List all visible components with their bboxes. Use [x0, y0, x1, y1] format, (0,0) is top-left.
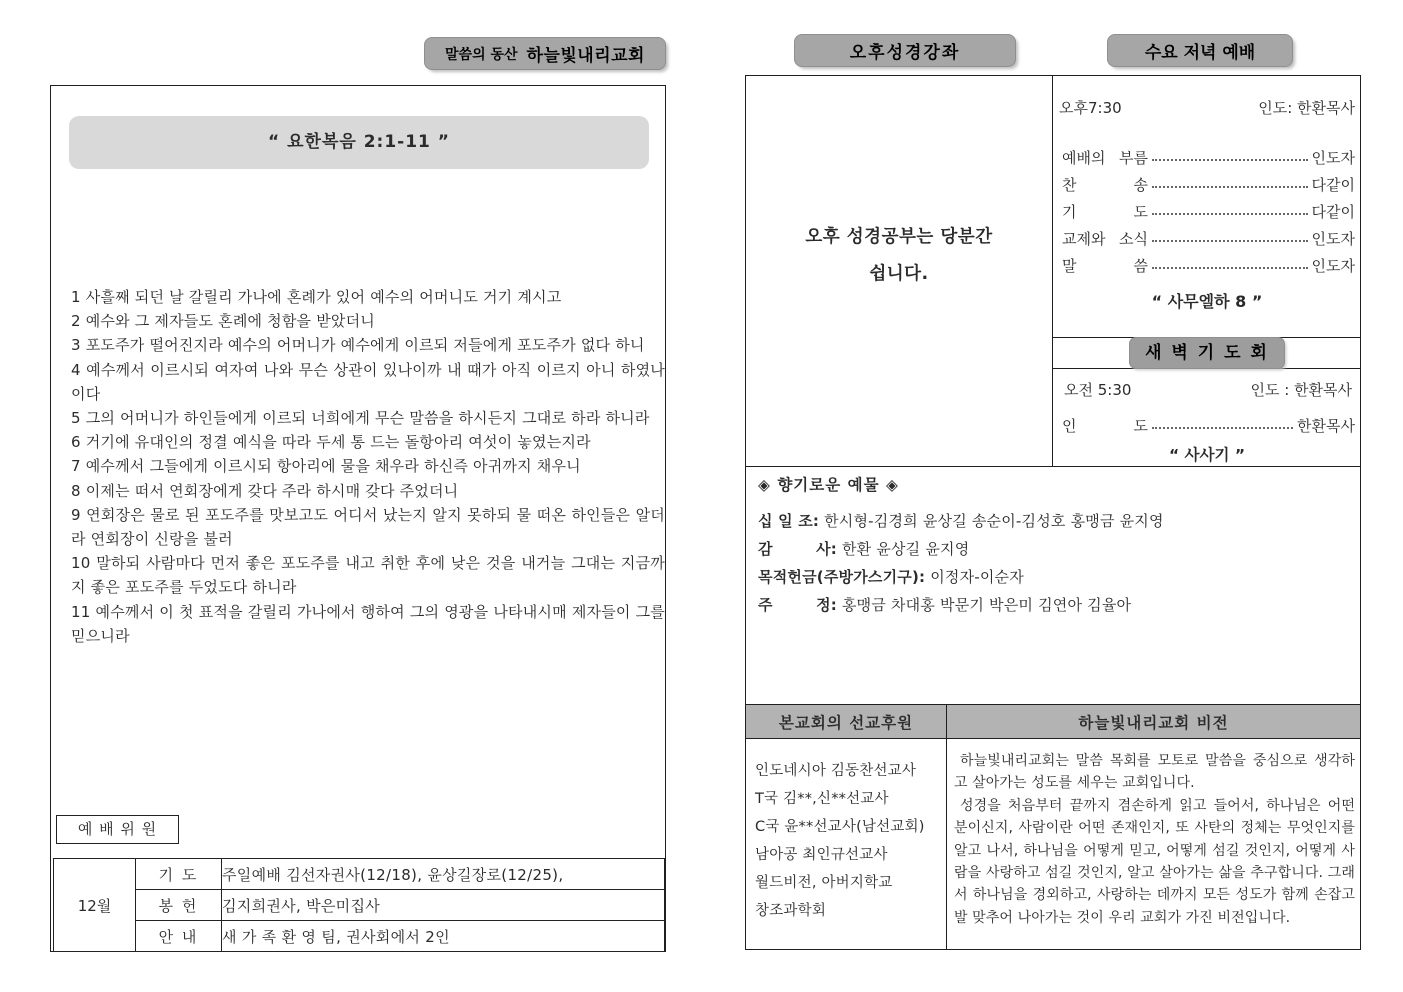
- list-item: 남아공 최인규선교사: [755, 847, 888, 863]
- dawn-scripture: “ 사사기 ”: [1168, 446, 1246, 464]
- offering-list: [758, 511, 1350, 623]
- afternoon-lecture-badge: [795, 35, 1015, 66]
- dotted-leader: [1152, 427, 1293, 429]
- section-divider: [746, 466, 1360, 467]
- vision-paragraph: 하늘빛내리교회는 말씀 목회를 모토로 말씀을 중심으로 생각하고 살아가는 성도를 세우는 교회입니다.: [954, 753, 1355, 792]
- verse-line: 8 이제는 떠서 연회장에게 갖다 주라 하시매 갖다 주었더니: [71, 481, 459, 500]
- offering-row: [758, 595, 1350, 615]
- order-item: [1062, 256, 1355, 275]
- order-item-by: 인도자: [1311, 230, 1355, 248]
- offering-row-value: 한시형-김경희 윤상길 송순이-김성호 홍맹금 윤지영: [824, 512, 1164, 530]
- dawn-order-list: [1062, 416, 1355, 443]
- verse-line: 10 말하되 사람마다 먼저 좋은 포도주를 내고 취한 후에 낮은 것을 내거늘 그대는 지금까지 좋은 포도주를 두었도다 하니라: [71, 554, 665, 597]
- offering-row-value: 한환 윤상길 윤지영: [841, 540, 970, 558]
- scripture-title-box: [69, 116, 649, 169]
- list-item: 창조과학회: [755, 903, 827, 919]
- list-item: C국 윤**선교사(남선교회): [755, 819, 925, 835]
- wednesday-order-list: [1062, 148, 1355, 283]
- offering-row-label: 십 일 조:: [758, 512, 820, 530]
- offering-row: [758, 511, 1350, 531]
- order-item-by: 다같이: [1311, 176, 1355, 194]
- verse-line: 6 거기에 유대인의 정결 예식을 따라 두세 통 드는 돌항아리 여섯이 놓였는지라: [71, 433, 591, 452]
- offering-row-value: 홍맹금 차대홍 박문기 박은미 김연아 김율아: [841, 596, 1132, 614]
- offering-row: [758, 567, 1350, 587]
- church-vision-text: [954, 750, 1355, 929]
- wednesday-time: 오후7:30: [1059, 99, 1122, 117]
- offering-row-value: 이정자-이순자: [930, 568, 1024, 586]
- committee-row-value: 새 가 족 환 영 팀, 권사회에서 2인: [222, 921, 665, 952]
- cell-divider: [1052, 76, 1053, 466]
- vision-paragraph: 성경을 처음부터 끝까지 겸손하게 읽고 들어서, 하나님은 어떤 분이신지, 사람이란 어떤 존재인지, 또 사탄의 정체는 무엇인지를 알고 나서, 하나님을 어떻게 믿고, 어떻게 섬길 것인지, 어떻게 사람을 사랑하고 섬길 것인지, 알고 살아가는 삶을 추구합니다. 그래서 하나님을 경외하고, 사랑하는 데까지 모든 성도가 함께 손잡고 발 맞추어 나아가는 것이 우리 교회가 가진 비전입니다.: [954, 797, 1355, 926]
- dotted-leader: [1152, 213, 1308, 215]
- table-row: [54, 890, 665, 921]
- order-item: [1062, 202, 1355, 221]
- dawn-time: 오전 5:30: [1064, 381, 1132, 399]
- verse-line: 7 예수께서 그들에게 이르시되 항아리에 물을 채우라 하신즉 아귀까지 채우니: [71, 457, 581, 476]
- verse-line: 11 예수께서 이 첫 표적을 갈릴리 가나에서 행하여 그의 영광을 나타내시매 제자들이 그를 믿으니라: [71, 602, 665, 645]
- order-item-by: 다같이: [1311, 203, 1355, 221]
- offering-row: [758, 539, 1350, 559]
- scripture-verses: [71, 285, 665, 648]
- committee-row-label: 봉 헌: [136, 890, 222, 921]
- dawn-prayer-badge: 새 벽 기 도 회: [1130, 338, 1284, 368]
- committee-row-value: 김지희권사, 박은미집사: [222, 890, 665, 921]
- afternoon-study-note-line2: 쉽니다.: [869, 264, 929, 284]
- dotted-leader: [1152, 240, 1308, 242]
- church-name-badge: [425, 38, 665, 69]
- wednesday-leader: 인도: 한환목사: [1258, 99, 1355, 117]
- order-item-label: 교제와 소식: [1062, 230, 1148, 248]
- section-divider: [1052, 368, 1361, 369]
- mission-support-header: [746, 705, 946, 738]
- order-item-by: 한환목사: [1297, 417, 1355, 435]
- worship-committee-table: [53, 858, 665, 952]
- offering-row-label: 목적헌금(주방가스기구):: [758, 568, 926, 586]
- order-item-label: 기 도: [1062, 203, 1148, 221]
- verse-line: 4 예수께서 이르시되 여자여 나와 무슨 상관이 있나이까 내 때가 아직 이르지 아니 하였나이다: [71, 360, 665, 403]
- order-item: [1062, 148, 1355, 167]
- order-item-label: 예배의 부름: [1062, 149, 1148, 167]
- wednesday-worship-badge-label: 수요 저녁 예배: [1144, 43, 1256, 63]
- offering-row-label: 주 정:: [758, 596, 837, 614]
- list-item: 인도네시아 김동찬선교사: [755, 763, 917, 779]
- afternoon-lecture-badge-label: 오후성경강좌: [849, 43, 961, 63]
- worship-committee-label-box: [56, 815, 179, 844]
- verse-line: 2 예수와 그 제자들도 혼례에 청함을 받았더니: [71, 312, 375, 331]
- church-vision-header-label: 하늘빛내리교회 비전: [1078, 713, 1229, 732]
- left-page: [50, 85, 666, 952]
- table-row: [54, 921, 665, 952]
- wednesday-time-row: [1059, 97, 1355, 118]
- verse-line: 9 연회장은 물로 된 포도주를 맛보고도 어디서 났는지 알지 못하되 물 떠온 하인들은 알더라 연회장이 신랑을 불러: [71, 505, 665, 549]
- order-item: [1062, 416, 1355, 435]
- right-page: [745, 75, 1361, 950]
- afternoon-study-note-line1: 오후 성경공부는 당분간: [805, 227, 993, 247]
- offering-section-title: ◈ 향기로운 예물 ◈: [758, 476, 899, 494]
- afternoon-study-note: [746, 219, 1052, 293]
- order-item: [1062, 229, 1355, 248]
- mission-support-header-label: 본교회의 선교후원: [778, 713, 914, 732]
- verse-line: 5 그의 어머니가 하인들에게 이르되 너희에게 무슨 말씀을 하시든지 그대로 하라 하니라: [71, 409, 650, 428]
- church-vision-header: [947, 705, 1360, 738]
- table-row: [54, 859, 665, 890]
- dotted-leader: [1152, 186, 1308, 188]
- order-item-label: 찬 송: [1062, 176, 1148, 194]
- order-item: [1062, 175, 1355, 194]
- worship-committee-label: 예 배 위 원: [77, 820, 158, 838]
- committee-row-value: 주일예배 김선자권사(12/18), 윤상길장로(12/25),: [222, 859, 665, 890]
- scripture-title: “ 요한복음 2:1-11 ”: [268, 132, 450, 152]
- committee-row-label: 기 도: [136, 859, 222, 890]
- dawn-time-row: [1064, 379, 1352, 400]
- list-item: 월드비전, 아버지학교: [755, 875, 893, 891]
- committee-month-cell: 12월: [54, 859, 136, 952]
- table-divider: [946, 704, 947, 950]
- dotted-leader: [1152, 267, 1308, 269]
- table-border: [746, 738, 1360, 739]
- dawn-prayer-badge-wrap: [1053, 338, 1361, 368]
- committee-row-label: 안 내: [136, 921, 222, 952]
- order-item-label: 인 도: [1062, 417, 1148, 435]
- mission-support-list: [755, 757, 943, 925]
- church-badge-prefix: 말씀의 동산: [445, 46, 518, 63]
- wednesday-worship-badge: [1108, 35, 1292, 66]
- order-item-by: 인도자: [1311, 149, 1355, 167]
- verse-line: 3 포도주가 떨어진지라 예수의 어머니가 예수에게 이르되 저들에게 포도주가 없다 하니: [71, 336, 645, 355]
- verse-line: 1 사흘째 되던 날 갈릴리 가나에 혼례가 있어 예수의 어머니도 거기 계시고: [71, 288, 562, 306]
- church-badge-name: 하늘빛내리교회: [526, 46, 645, 66]
- wednesday-scripture: “ 사무엘하 8 ”: [1151, 292, 1263, 311]
- offering-row-label: 감 사:: [758, 540, 837, 558]
- list-item: T국 김**,신**선교사: [755, 791, 889, 807]
- order-item-label: 말 씀: [1062, 257, 1148, 275]
- dawn-leader: 인도 : 한환목사: [1250, 381, 1352, 399]
- dotted-leader: [1152, 159, 1308, 161]
- order-item-by: 인도자: [1311, 257, 1355, 275]
